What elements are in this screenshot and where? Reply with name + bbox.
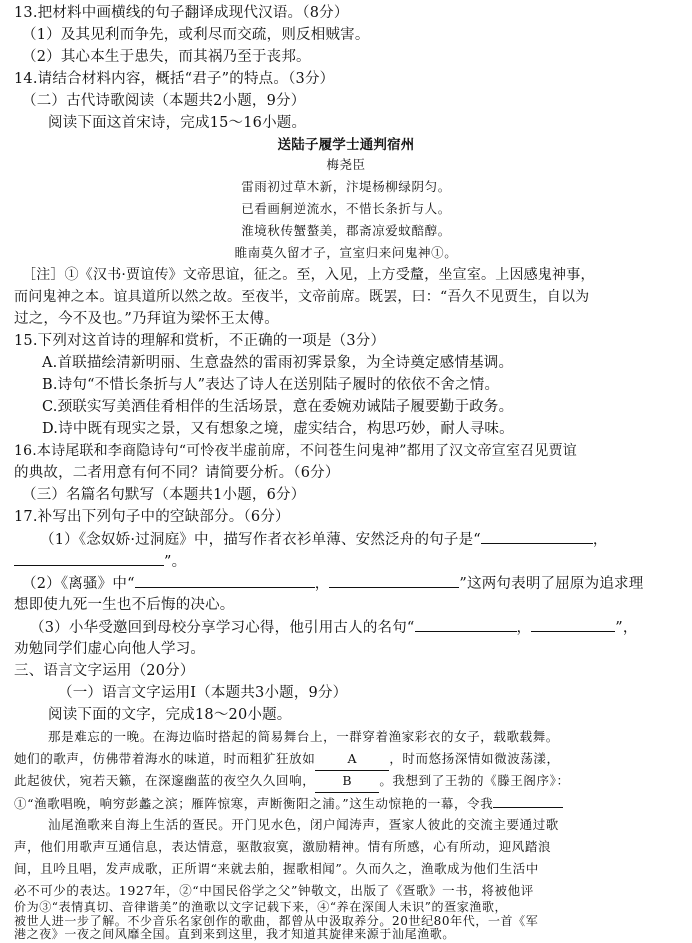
poem-line-1: 雷雨初过草木新，汴堤杨柳绿阴匀。 [241, 179, 451, 194]
q17-item-1-text: （1）《念奴娇·过洞庭》中，描写作者衣衫单薄、安然泛舟的句子是“ [40, 532, 481, 548]
q17-item-2-text: （2）《离骚》中“ [22, 576, 135, 592]
part3-sub: （一）语言文字运用Ⅰ（本题共3小题，9分） [58, 685, 348, 701]
answer-blank[interactable] [14, 550, 164, 566]
q17-item-3-text: （3）小华受邀回到母校分享学习心得，他引用古人的名句“ [30, 620, 415, 636]
passage-text: ，时而悠扬深情如微波荡漾， [389, 751, 560, 766]
poem-line-3: 淮境秋传蟹螯美，郡斋凉爱蚊醅醇。 [241, 223, 451, 238]
q17-item-1-cont [14, 550, 692, 573]
passage-p1-line-1: 那是难忘的一晚。在海边临时搭起的简易舞台上，一群穿着渔家彩衣的女子，载歌载舞。 [48, 729, 559, 744]
passage-p2-line-4: 必不可少的表达。1927年，②“中国民俗学之父”钟敬文，出版了《疍歌》一书，将被他评 [14, 883, 534, 898]
answer-blank[interactable] [329, 572, 459, 588]
passage-p1-line-2 [14, 748, 692, 771]
q17-item-3 [30, 616, 692, 639]
passage-p2-line-7: 港之夜》一夜之间风靡全国。直到来到这里，我才知道其旋律来源于汕尾渔歌。 [14, 927, 456, 941]
passage-p2-line-5: 价为③“表情真切、音律谐美”的渔歌以文字记载下来，④“养在深闺人未识”的疍家渔歌， [14, 900, 508, 914]
q13-title: 13.把材料中画横线的句子翻译成现代汉语。（8分） [14, 5, 349, 21]
poem-line-2: 已看画舸逆流水，不惜长条折与人。 [241, 201, 451, 216]
q15-option-b: B.诗句“不惜长条折与人”表达了诗人在送别陆子履时的依依不舍之情。 [42, 377, 500, 393]
answer-blank[interactable] [415, 616, 517, 632]
passage-p1-line-3 [14, 770, 692, 793]
q17-item-1 [40, 528, 692, 551]
answer-blank[interactable] [531, 616, 615, 632]
q15-option-d: D.诗中既有现实之景，又有想象之境，虚实结合，构思巧妙，耐人寻味。 [42, 421, 514, 437]
q15-option-a: A.首联描绘清新明丽、生意盎然的雷雨初霁景象，为全诗奠定感情基调。 [42, 355, 514, 371]
poem-note-1: ［注］①《汉书·贾谊传》文帝思谊，征之。至，入见，上方受釐，坐宣室。上因感鬼神事， [22, 267, 595, 283]
passage-p2-line-2: 声，他们用歌声互通信息，表达情意，驱散寂寞，激励精神。情有所感，心有所动，迎风踏浪 [14, 839, 552, 854]
passage-p2-line-1: 汕尾渔歌来自海上生活的疍民。开门见水色，闭户闻涛声，疍家人彼此的交流主要通过歌 [48, 817, 559, 832]
q15-option-c: C.颈联实写美酒佳肴相伴的生活场景，意在委婉劝诫陆子履要勤于政务。 [42, 399, 514, 415]
q17-item-3-cont: 劝勉同学们虚心向他人学习。 [14, 641, 206, 657]
answer-blank[interactable] [135, 572, 315, 588]
q15-title: 15.下列对这首诗的理解和赏析，不正确的一项是（3分） [14, 333, 386, 349]
q17-item-2-cont: 想即使九死一生也不后悔的决心。 [14, 597, 235, 613]
q13-sentence-1: （1）及其见利而争先，或利尽而交疏，则反相贼害。 [22, 27, 370, 43]
poem-note-2: 而问鬼神之本。谊具道所以然之故。至夜半，文帝前席。既罢，曰：“吾久不见贾生，自以为 [14, 289, 590, 305]
q13-sentence-2: （2）其心本生于患失，而其祸乃至于丧邦。 [22, 49, 311, 65]
q17-comma: ， [314, 576, 330, 592]
q17-close: ”。 [164, 554, 187, 570]
part3-heading: 三、语言文字运用（20分） [14, 663, 195, 679]
q17-item-2-tail: ”这两句表明了屈原为追求理 [459, 576, 644, 592]
answer-blank[interactable] [481, 528, 593, 544]
blank-b[interactable]: B [315, 770, 379, 793]
answer-blank[interactable] [493, 792, 563, 808]
poem-line-4: 睢南莫久留才子，宣室归来问鬼神①。 [234, 245, 458, 260]
q17-comma: ， [592, 532, 608, 548]
q17-item-2 [22, 572, 692, 595]
q16-line-2: 的典故，二者用意有何不同？请简要分析。（6分） [14, 465, 340, 481]
passage-text: ①“渔歌唱晚，响穷彭蠡之滨；雁阵惊寒，声断衡阳之浦。”这生动惊艳的一幕，令我 [14, 796, 494, 811]
recite-heading: （三）名篇名句默写（本题共1小题，6分） [22, 487, 306, 503]
blank-a[interactable]: A [315, 748, 389, 771]
passage-p2-line-3: 间，且吟且唱，发声成歌，正所谓“来就去舶，握歌相闻”。久而久之，渔歌成为他们生活中 [14, 861, 539, 876]
passage-p1-line-4 [14, 792, 692, 815]
passage-p2-line-6: 被世人进一步了解。不少音乐名家创作的歌曲，都曾从中汲取养分。20世纪80年代，一首《军 [14, 913, 539, 928]
passage-text: 此起彼伏，宛若天籁，在深邃幽蓝的夜空久久回响， [14, 773, 316, 788]
poetry-intro: 阅读下面这首宋诗，完成15～16小题。 [48, 115, 307, 131]
q17-title: 17.补写出下列句子中的空缺部分。（6分） [14, 509, 290, 525]
q14-title: 14.请结合材料内容，概括“君子”的特点。（3分） [14, 71, 335, 87]
passage-text: 她们的歌声，仿佛带着海水的味道，时而粗犷狂放如 [14, 751, 316, 766]
poem-title: 送陆子履学士通判宿州 [277, 137, 415, 153]
part3-intro: 阅读下面的文字，完成18～20小题。 [48, 707, 292, 723]
passage-text: 。我想到了王勃的《滕王阁序》： [379, 773, 570, 788]
q17-item-3-tail: ”， [615, 620, 638, 636]
q17-comma: ， [516, 620, 532, 636]
poem-author: 梅尧臣 [326, 157, 366, 172]
poem-note-3: 过之，今不及也。”乃拜谊为梁怀王太傅。 [14, 311, 279, 327]
poetry-heading: （二）古代诗歌阅读（本题共2小题，9分） [22, 93, 306, 109]
q16-line-1: 16.本诗尾联和李商隐诗句“可怜夜半虚前席，不问苍生问鬼神”都用了汉文帝宣室召见贾谊 [14, 443, 577, 459]
